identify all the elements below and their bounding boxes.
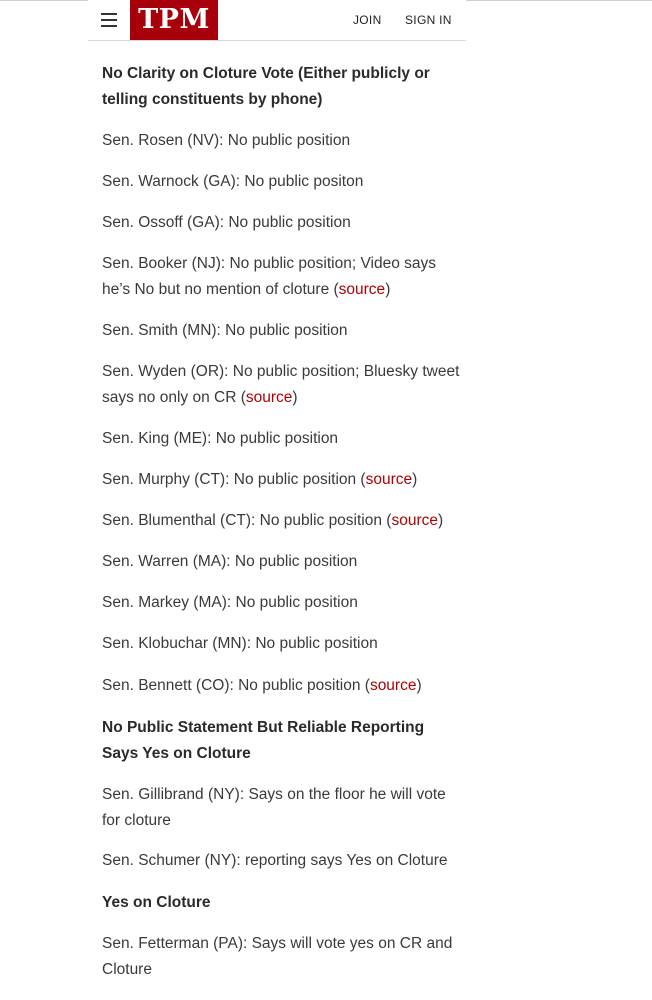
section-heading-yes: Yes on Cloture bbox=[102, 894, 211, 911]
section-heading-no-clarity: No Clarity on Cloture Vote (Either publicly or telling constituents by phone) bbox=[102, 65, 430, 108]
entry-text: Sen. Blumenthal (CT): No public position ( bbox=[102, 512, 392, 529]
entry-text: Sen. Bennett (CO): No public position ( bbox=[102, 677, 370, 694]
senator-entry-booker bbox=[102, 251, 462, 303]
close-paren: ) bbox=[416, 677, 422, 694]
source-link[interactable]: source bbox=[369, 677, 417, 694]
senator-entry-gillibrand: Sen. Gillibrand (NY): Says on the floor he will vote for cloture bbox=[102, 786, 446, 829]
source-link[interactable]: source bbox=[338, 281, 386, 298]
senator-entry-bennett bbox=[102, 673, 462, 699]
section-heading-reliable-reporting: No Public Statement But Reliable Reporting Says Yes on Cloture bbox=[102, 719, 425, 762]
close-paren: ) bbox=[292, 389, 298, 406]
close-paren: ) bbox=[438, 512, 444, 529]
senator-entry-king: Sen. King (ME): No public position bbox=[102, 430, 339, 447]
site-header bbox=[88, 0, 466, 41]
senator-entry-murphy bbox=[102, 467, 462, 493]
tpm-logo[interactable]: TPM bbox=[130, 0, 218, 40]
source-link[interactable]: source bbox=[365, 471, 413, 488]
senator-entry-fetterman: Sen. Fetterman (PA): Says will vote yes on CR and Cloture bbox=[102, 935, 453, 978]
join-link[interactable]: JOIN bbox=[353, 13, 382, 27]
entry-text: Sen. Wyden (OR): No public position; Bluesky tweet says no only on CR ( bbox=[102, 363, 460, 406]
senator-entry-schumer: Sen. Schumer (NY): reporting says Yes on Cloture bbox=[102, 852, 448, 869]
senator-entry-wyden bbox=[102, 359, 462, 411]
senator-entry-warren: Sen. Warren (MA): No public position bbox=[102, 553, 358, 570]
sign-in-link[interactable]: SIGN IN bbox=[405, 13, 452, 27]
senator-entry-blumenthal bbox=[102, 508, 462, 534]
senator-entry-smith: Sen. Smith (MN): No public position bbox=[102, 322, 348, 339]
senator-entry-markey: Sen. Markey (MA): No public position bbox=[102, 594, 358, 611]
senator-entry-klobuchar: Sen. Klobuchar (MN): No public position bbox=[102, 635, 378, 652]
hamburger-menu-icon[interactable] bbox=[101, 13, 117, 27]
source-link[interactable]: source bbox=[391, 512, 438, 529]
senator-entry-warnock: Sen. Warnock (GA): No public positon bbox=[102, 173, 364, 190]
close-paren: ) bbox=[412, 471, 418, 488]
senator-entry-ossoff: Sen. Ossoff (GA): No public position bbox=[102, 214, 351, 231]
close-paren: ) bbox=[385, 281, 391, 298]
entry-text: Sen. Murphy (CT): No public position ( bbox=[102, 471, 366, 488]
entry-text: Sen. Booker (NJ): No public position; Video says he’s No but no mention of cloture ( bbox=[102, 255, 436, 298]
senator-entry-rosen: Sen. Rosen (NV): No public position bbox=[102, 132, 351, 149]
source-link[interactable]: source bbox=[245, 389, 293, 406]
